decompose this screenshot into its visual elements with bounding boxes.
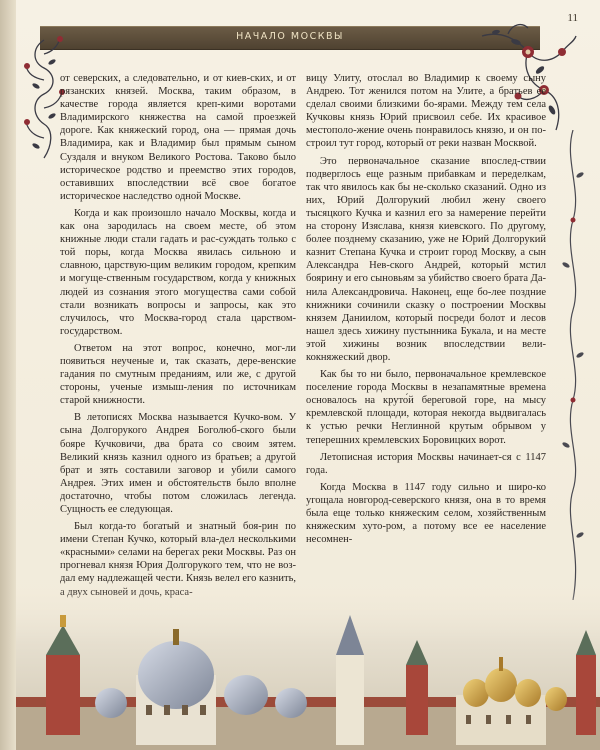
text-column-left [60,72,296,603]
text-column-right [306,72,546,550]
paragraph: Когда Москва в 1147 году сильно и широ-ко угощала новгород-северского князя, она в то время была еще только княжеским селом, хозяйственным княжеским хуто-ром, а потому все ее население несомнен- [306,481,546,546]
kremlin-illustration [16,585,600,750]
page-number: 11 [567,12,578,24]
paragraph: Когда и как произошло начало Москвы, когда и как она зародилась на своем месте, об этом книжные люди стали гадать и рас-суждать только с той поры, когда Москва явилась сильною и славною, царствую-щим великим городом, крепким и могуще-ственным государством, когда у книжных людей из сознания этого могущества сами собой стали возникать вопросы и запросы, как это случилось, что Москва-город стала царством-государством. [60,207,296,337]
right-margin-vine-ornament-icon [560,130,586,600]
paragraph: от северских, а следовательно, и от киев-ских, и от рязанских князей. Москва, таким образом, в качестве города является креп-кими воротами Владимирского княжества на самой проезжей дороге. Как княжеский город, она — прямая дочь Владимира, как и Владимир был прямым сыном Суздаля и внуком Великого Ростова. Таково было историческое родство и преемство этих городов, оставивших впоследствии всё свое богатое историческое наследство одной Москве. [60,73,296,202]
running-header [40,26,540,50]
paragraph: Летописная история Москвы начинает-ся с 1147 года. [306,451,546,476]
paragraph: Это первоначальное сказание впослед-ствии подверглось еще разным прибавкам и переделкам, так что явилось как бы не-сколько сказаний. Одно из них, Юрий Долгорукий любил жену своего тысяцкого Кучка и казнил его за намерение перейти на сторону Изяслава, князя киевского. По другому, более позднему сказанию, уже не Юрий Долгорукий казнит Степана Кучка и строит город Москву, а сын Александра Нев-ского Андрей, который мстил боярину и его сыновьям за убийство своего брата Да-нила Александровича. Наконец, еще бо-лее поздние книжники сочинили сказку о построении Москвы князем Даниилом, который посреди болот и лесов нашел здесь хижину пустынника Букала, и на месте этой хижины возник впоследствии вели-кокняжеский двор. [306,155,546,363]
running-header-title: НАЧАЛО МОСКВЫ [236,31,344,42]
paragraph: В летописях Москва называется Кучко-вом. У сына Долгорукого Андрея Боголюб-ского были бояре Кучковичи, два брата со своим зятем. Великий князь казнил одного из братьев; а другой брат и зять составили заговор и убили самого Андрея. Этих имен и обстоятельств было вполне достаточно, чтобы потом сложилась легенда. Сущность ее следующая. [60,412,296,515]
paragraph: Как бы то ни было, первоначальное кремлевское поселение города Москвы в незапамятные времена основалось на круто́й береговой горе, на мысу кремлевской площади, которая некогда выдвигалась к устью речки Неглинной крутым обрывом у теперешних кремлевских Боровицких ворот. [306,369,546,446]
paragraph: Ответом на этот вопрос, конечно, мог-ли появиться неученые и, так сказать, дере-венские гадания по смутным преданиям, или же, с другой стороны, ученые измыш-ления по источникам старой книжности. [60,342,296,407]
paragraph: вицу Улиту, отослал во Владимир к своему сыну Андрею. Тот женился потом на Улите, а братьев ее сделал своими близкими бо-ярами. Между тем села Кучковы князь Юрий присвоил себе. Их красивое местополо-жение очень понравилось князю, и он по-строил тут город, который от реки назван Москвой. [306,73,546,150]
paragraph: Был когда-то богатый и знатный боя-рин по имени Степан Кучко, который вла-дел несколькими «красными» селами на берегах реки Москвы. Раз он прогневал князя Юрия Долгорукого тем, что не воз-дал ему надлежащей чести. Князь велел его казнить, [60,521,296,585]
page-spine-shadow [0,0,16,750]
